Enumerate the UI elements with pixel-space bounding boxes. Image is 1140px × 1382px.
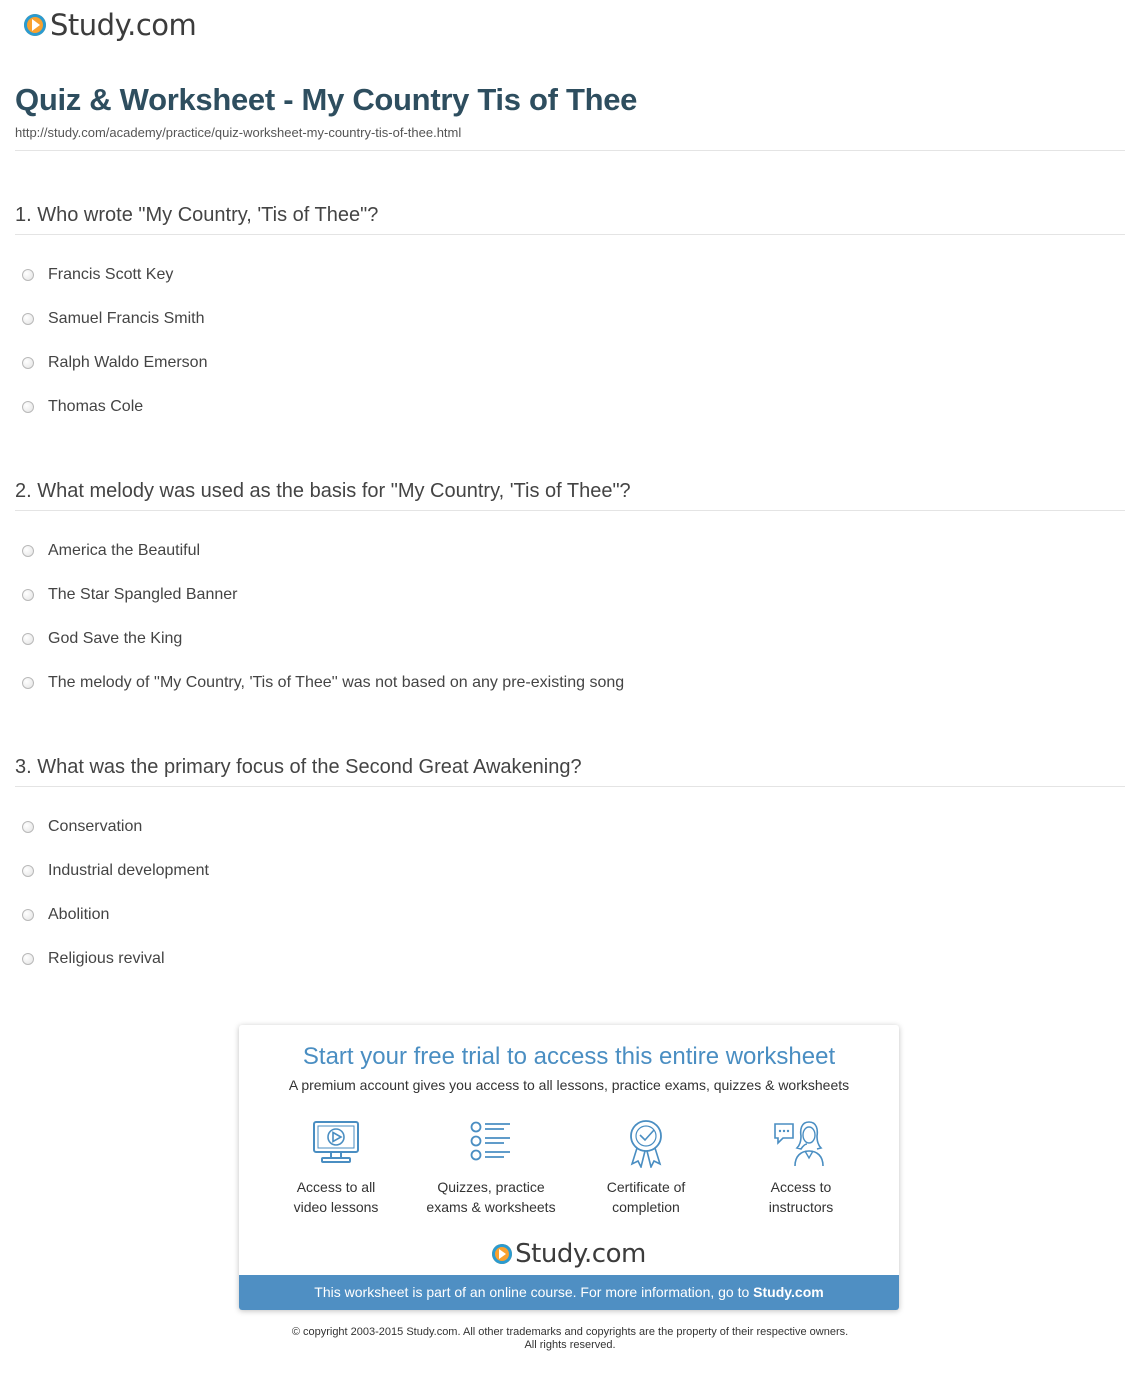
answer-label: God Save the King: [48, 630, 183, 647]
radio-button[interactable]: [22, 545, 34, 557]
logo-wordmark: Study.com: [515, 1239, 646, 1269]
feature-instructors: [726, 1118, 876, 1217]
feature-quizzes: [416, 1118, 566, 1217]
divider: [15, 150, 1125, 151]
radio-button[interactable]: [22, 269, 34, 281]
answer-label: Abolition: [48, 906, 110, 923]
copyright-line: © copyright 2003-2015 Study.com. All other trademarks and copyrights are the property of their respective owners.: [291, 1326, 849, 1338]
radio-button[interactable]: [22, 401, 34, 413]
radio-button[interactable]: [22, 313, 34, 325]
answer-option[interactable]: [22, 862, 209, 880]
feature-certificate: [571, 1118, 721, 1217]
answer-label: Conservation: [48, 818, 143, 835]
footer-text: This worksheet is part of an online course. For more information, go to: [314, 1284, 754, 1300]
answer-option[interactable]: [22, 310, 205, 328]
radio-button[interactable]: [22, 633, 34, 645]
promo-logo[interactable]: [239, 1239, 899, 1269]
question-2: 2. What melody was used as the basis for "My Country, 'Tis of Thee"?: [15, 480, 631, 502]
logo-wordmark: Study.com: [50, 8, 197, 42]
answer-option[interactable]: [22, 398, 143, 416]
answer-label: America the Beautiful: [48, 542, 201, 559]
answer-option[interactable]: [22, 586, 237, 604]
answer-label: Thomas Cole: [48, 398, 144, 415]
radio-button[interactable]: [22, 865, 34, 877]
radio-button[interactable]: [22, 589, 34, 601]
answer-label: Samuel Francis Smith: [48, 310, 205, 327]
feature-label: Quizzes, practice exams & worksheets: [426, 1179, 556, 1215]
radio-button[interactable]: [22, 821, 34, 833]
answer-option[interactable]: [22, 818, 142, 836]
instructor-icon: [771, 1118, 831, 1168]
answer-option[interactable]: [22, 266, 173, 284]
answer-label: The Star Spangled Banner: [48, 586, 238, 603]
quiz-list-icon: [466, 1118, 516, 1168]
divider: [15, 510, 1125, 511]
question-3: 3. What was the primary focus of the Second Great Awakening?: [15, 756, 582, 778]
radio-button[interactable]: [22, 357, 34, 369]
answer-option[interactable]: [22, 950, 165, 968]
answer-label: Industrial development: [48, 862, 209, 879]
feature-video-lessons: [261, 1118, 411, 1217]
study-com-link[interactable]: Study.com: [753, 1284, 824, 1300]
promo-headline[interactable]: Start your free trial to access this entire worksheet: [302, 1043, 836, 1070]
page-url: http://study.com/academy/practice/quiz-worksheet-my-country-tis-of-thee.html: [15, 125, 462, 140]
page-title: Quiz & Worksheet - My Country Tis of Thee: [15, 82, 638, 117]
answer-label: The melody of ''My Country, 'Tis of Thee'' was not based on any pre-existing song: [48, 674, 625, 691]
answer-option[interactable]: [22, 906, 109, 924]
copyright-line: All rights reserved.: [524, 1339, 616, 1351]
answer-option[interactable]: [22, 542, 200, 560]
promo-footer-bar: [239, 1275, 899, 1310]
play-logo-icon: [24, 14, 46, 36]
divider: [15, 234, 1125, 235]
video-lesson-icon: [311, 1118, 361, 1168]
answer-label: Religious revival: [48, 950, 165, 967]
question-1: 1. Who wrote "My Country, 'Tis of Thee"?: [15, 204, 379, 226]
certificate-icon: [621, 1118, 671, 1168]
answer-option[interactable]: [22, 630, 182, 648]
play-logo-icon: [492, 1244, 512, 1264]
feature-label: Access to all video lessons: [293, 1179, 379, 1215]
promo-subtext: A premium account gives you access to all lessons, practice exams, quizzes & worksheets: [288, 1077, 850, 1093]
free-trial-promo: [239, 1025, 899, 1310]
copyright: [0, 1326, 1140, 1352]
answer-label: Francis Scott Key: [48, 266, 174, 283]
answer-option[interactable]: [22, 674, 624, 692]
feature-label: Access to instructors: [768, 1179, 834, 1215]
answer-label: Ralph Waldo Emerson: [48, 354, 208, 371]
site-logo[interactable]: [24, 8, 196, 42]
answer-option[interactable]: [22, 354, 207, 372]
feature-label: Certificate of completion: [606, 1179, 686, 1215]
radio-button[interactable]: [22, 953, 34, 965]
radio-button[interactable]: [22, 677, 34, 689]
divider: [15, 786, 1125, 787]
radio-button[interactable]: [22, 909, 34, 921]
